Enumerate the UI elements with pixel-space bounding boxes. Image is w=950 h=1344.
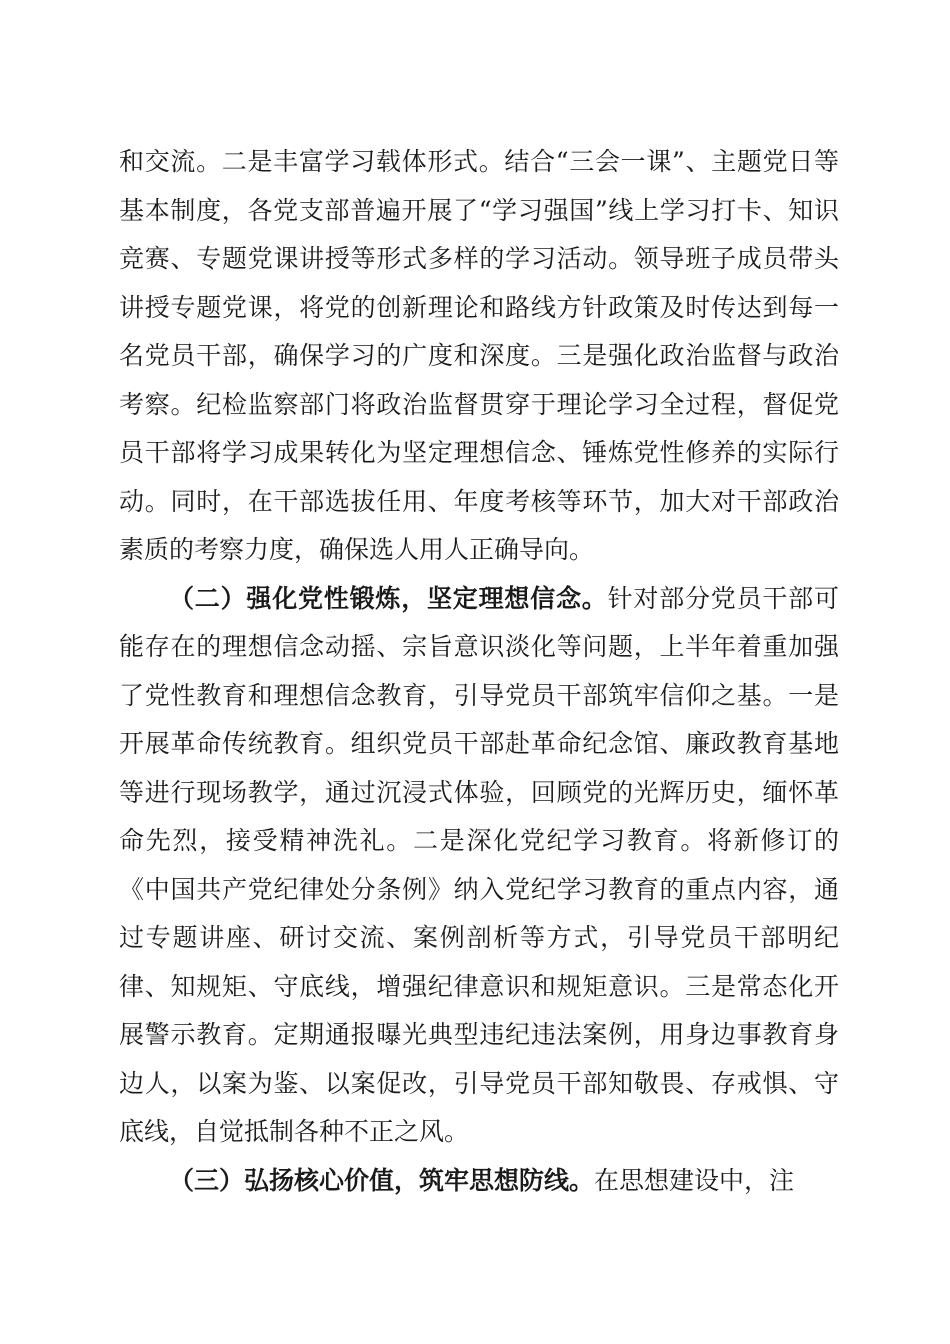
document-body: [119, 138, 839, 1205]
paragraph-section-3: [119, 1157, 839, 1206]
paragraph-text: 针对部分党员干部可能存在的理想信念动摇、宗旨意识淡化等问题，上半年着重加强了党性教育和理想信念教育，引导党员干部筑牢信仰之基。一是开展革命传统教育。组织党员干部赴革命纪念馆、廉政教育基地等进行现场教学，通过沉浸式体验，回顾党的光辉历史，缅怀革命先烈，接受精神洗礼。二是深化党纪学习教育。将新修订的《中国共产党纪律处分条例》纳入党纪学习教育的重点内容，通过专题讲座、研讨交流、案例剖析等方式，引导党员干部明纪律、知规矩、守底线，增强纪律意识和规矩意识。三是常态化开展警示教育。定期通报曝光典型违纪违法案例，用身边事教育身边人，以案为鉴、以案促改，引导党员干部知敬畏、存戒惧、守底线，自觉抵制各种不正之风。: [119, 583, 839, 1146]
paragraph-text: 和交流。二是丰富学习载体形式。结合“三会一课”、主题党日等基本制度，各党支部普遍开展了“学习强国”线上学习打卡、知识竞赛、专题党课讲授等形式多样的学习活动。领导班子成员带头讲授专题党课，将党的创新理论和路线方针政策及时传达到每一名党员干部，确保学习的广度和深度。三是强化政治监督与政治考察。纪检监察部门将政治监督贯穿于理论学习全过程，督促党员干部将学习成果转化为坚定理想信念、锤炼党性修养的实际行动。同时，在干部选拔任用、年度考核等环节，加大对干部政治素质的考察力度，确保选人用人正确导向。: [119, 147, 839, 564]
section-heading: （二）强化党性锻炼，坚定理想信念。: [169, 583, 608, 613]
paragraph-section-2: [119, 575, 839, 1157]
section-heading: （三）弘扬核心价值，筑牢思想防线。: [169, 1165, 595, 1195]
paragraph-continuation: [119, 138, 839, 575]
paragraph-text: 在思想建设中，注: [594, 1165, 795, 1195]
